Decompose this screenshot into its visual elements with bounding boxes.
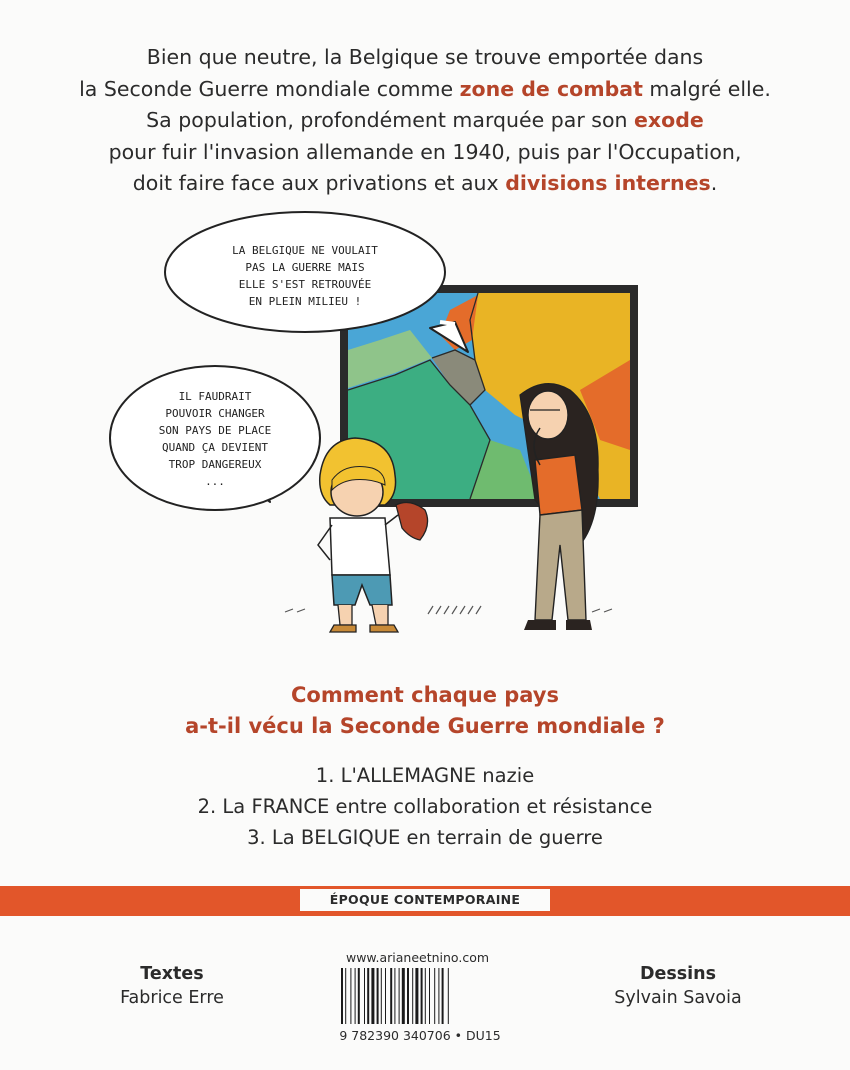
barcode-bar [399, 968, 400, 1024]
credit-author-role: Textes [140, 964, 204, 984]
bubble-left-line-3: SON PAYS DE PLACE [158, 424, 272, 437]
highlight-divisions-internes: divisions internes [505, 171, 711, 195]
volume-item-3: 3. La BELGIQUE en terrain de guerre [247, 826, 603, 849]
bubble-top-line-1: LA BELGIQUE NE VOULAIT [232, 244, 378, 257]
bubble-left-line-4: QUAND ÇA DEVIENT [162, 441, 268, 454]
barcode-bar [350, 968, 351, 1024]
credit-artist-role: Dessins [639, 964, 717, 984]
barcode-bar [390, 968, 392, 1024]
highlight-zone-de-combat: zone de combat [459, 76, 643, 101]
volume-item-1: 1. L'ALLEMAGNE nazie [315, 764, 535, 787]
barcode-bar [345, 968, 346, 1024]
volume-item-2: 2. La FRANCE entre collaboration et résistance [197, 795, 653, 818]
credit-author-name: Fabrice Erre [120, 988, 224, 1008]
barcode-bar [367, 968, 369, 1024]
barcode-bar [341, 968, 343, 1024]
series-question [60, 680, 790, 742]
barcode-bar [442, 968, 444, 1024]
series-band [0, 886, 850, 916]
website-url: www.arianeetnino.com [345, 950, 490, 965]
barcode-bar [355, 968, 356, 1024]
barcode-bar [425, 968, 426, 1024]
intro-line-5: doit faire face aux privations et aux divisions internes. [132, 171, 718, 195]
barcode-bar [407, 968, 409, 1024]
question-line-2: a-t-il vécu la Seconde Guerre mondiale ? [185, 714, 665, 738]
barcode-bar [448, 968, 449, 1024]
bubble-top-line-4: EN PLEIN MILIEU ! [248, 295, 362, 308]
barcode-icon [339, 968, 499, 1026]
floor-marks [285, 606, 612, 614]
barcode-bar [371, 968, 374, 1024]
barcode-bar [412, 968, 413, 1024]
barcode-bar [385, 968, 386, 1024]
barcode-bar [381, 968, 382, 1024]
bubble-top-line-2: PAS LA GUERRE MAIS [245, 261, 365, 274]
barcode-bar [402, 968, 405, 1024]
barcode-bar [438, 968, 439, 1024]
band-label: ÉPOQUE CONTEMPORAINE [300, 889, 550, 911]
barcode-bar [415, 968, 418, 1024]
barcode-bar [394, 968, 395, 1024]
intro-text [40, 42, 810, 200]
volume-list [60, 760, 790, 853]
bubble-left-line-6: ... [205, 475, 225, 488]
barcode-bar [364, 968, 365, 1024]
intro-line-3: Sa population, profondément marquée par son exode [146, 108, 704, 132]
barcode-bar [434, 968, 435, 1024]
intro-line-4: pour fuir l'invasion allemande en 1940, puis par l'Occupation, [108, 139, 742, 164]
belgium-cutout-icon [396, 502, 428, 540]
credit-artist [578, 962, 778, 1010]
barcode-bar [429, 968, 430, 1024]
bubble-top-line-3: ELLE S'EST RETROUVÉE [238, 278, 372, 291]
credit-artist-name: Sylvain Savoia [614, 988, 742, 1008]
barcode-bar [358, 968, 360, 1024]
barcode-bar [421, 968, 423, 1024]
bubble-left-line-5: TROP DANGEREUX [168, 458, 262, 471]
bubble-left-line-1: IL FAUDRAIT [178, 390, 252, 403]
question-line-1: Comment chaque pays [291, 683, 559, 707]
intro-line-2: la Seconde Guerre mondiale comme zone de combat malgré elle. [79, 76, 771, 101]
comic-illustration [0, 200, 850, 660]
highlight-exode: exode [634, 108, 704, 132]
credit-author [72, 962, 272, 1010]
bubble-left-line-2: POUVOIR CHANGER [165, 407, 265, 420]
speech-bubble-left [110, 366, 320, 510]
barcode-bar [377, 968, 379, 1024]
intro-line-1: Bien que neutre, la Belgique se trouve emportée dans [146, 45, 704, 69]
isbn-number: 9 782390 340706 • DU15 [339, 1028, 501, 1043]
